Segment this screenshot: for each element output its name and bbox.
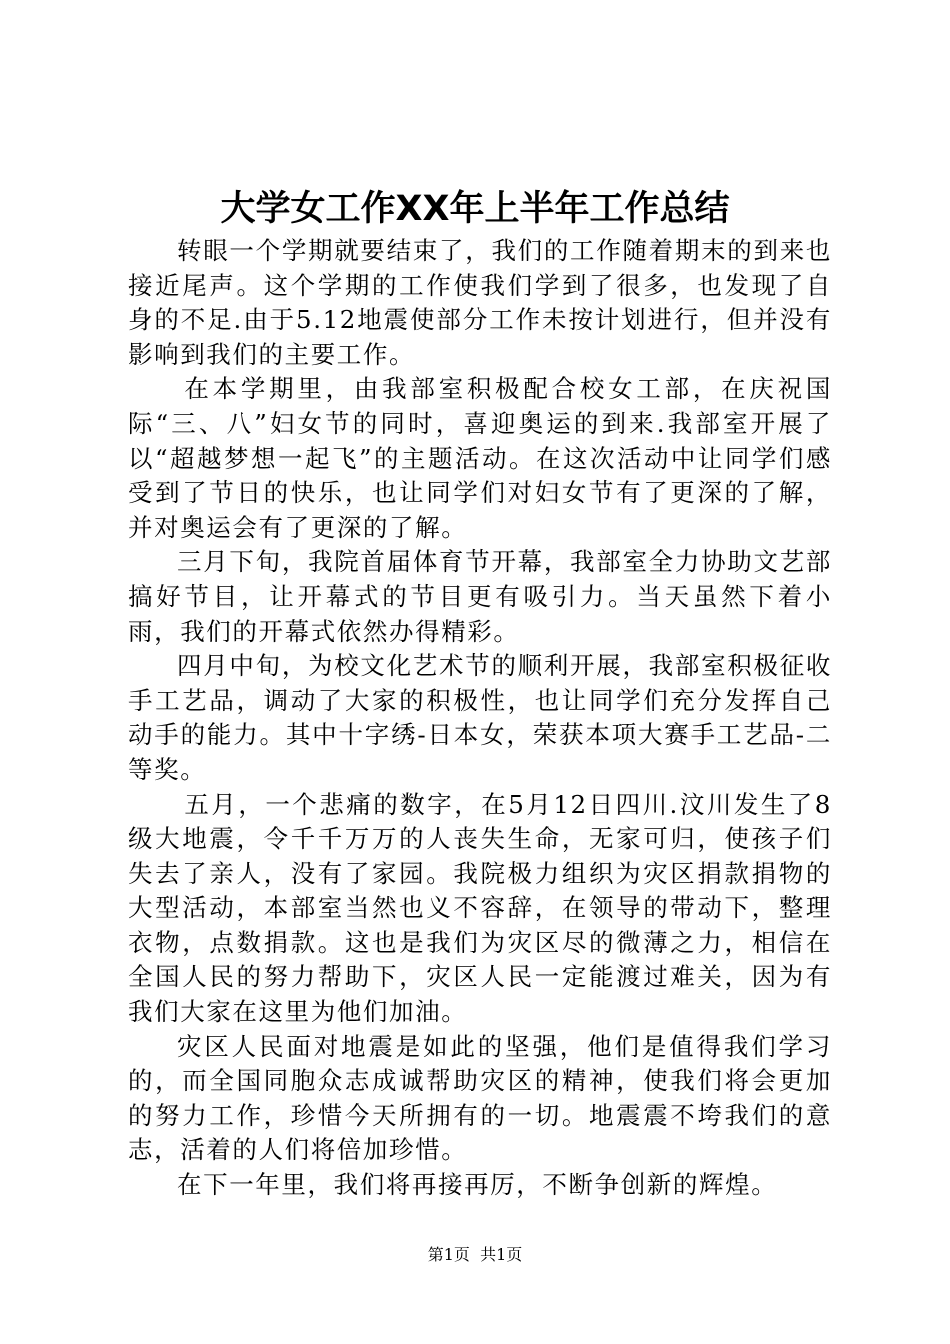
paragraph-6: 灾区人民面对地震是如此的坚强，他们是值得我们学习的，而全国同胞众志成诚帮助灾区的精神，使我们将会更加的努力工作，珍惜今天所拥有的一切。地震震不垮我们的意志，活着的人们将倍加珍惜。 [128, 1031, 832, 1165]
paragraph-5: 五月，一个悲痛的数字，在5月12日四川.汶川发生了8级大地震，令千千万万的人丧失生命，无家可归，使孩子们失去了亲人，没有了家园。我院极力组织为灾区捐款捐物的大型活动，本部室当然也义不容辞，在领导的带动下，整理衣物，点数捐款。这也是我们为灾区尽的微薄之力，相信在全国人民的努力帮助下，灾区人民一定能渡过难关，因为有我们大家在这里为他们加油。 [128, 789, 832, 1027]
paragraph-2: 在本学期里，由我部室积极配合校女工部，在庆祝国际“三、八”妇女节的同时，喜迎奥运的到来.我部室开展了以“超越梦想一起飞”的主题活动。在这次活动中让同学们感受到了节日的快乐，也让同学们对妇女节有了更深的了解，并对奥运会有了更深的了解。 [128, 374, 832, 542]
document-title: 大学女工作XX年上半年工作总结 [220, 189, 730, 229]
paragraph-7: 在下一年里，我们将再接再厉，不断争创新的辉煌。 [177, 1170, 778, 1200]
document-body [128, 234, 832, 1203]
paragraph-3: 三月下旬，我院首届体育节开幕，我部室全力协助文艺部搞好节目，让开幕式的节目更有吸引力。当天虽然下着小雨，我们的开幕式依然办得精彩。 [128, 547, 832, 646]
paragraph-4: 四月中旬，为校文化艺术节的顺利开展，我部室积极征收手工艺品，调动了大家的积极性，也让同学们充分发挥自己动手的能力。其中十字绣-日本女，荣获本项大赛手工艺品-二等奖。 [128, 651, 832, 784]
paragraph-1: 转眼一个学期就要结束了，我们的工作随着期末的到来也接近尾声。这个学期的工作使我们学到了很多，也发现了自身的不足.由于5.12地震使部分工作未按计划进行，但并没有影响到我们的主要工作。 [128, 236, 832, 369]
page-footer: 第1页 共1页 [427, 1245, 523, 1264]
